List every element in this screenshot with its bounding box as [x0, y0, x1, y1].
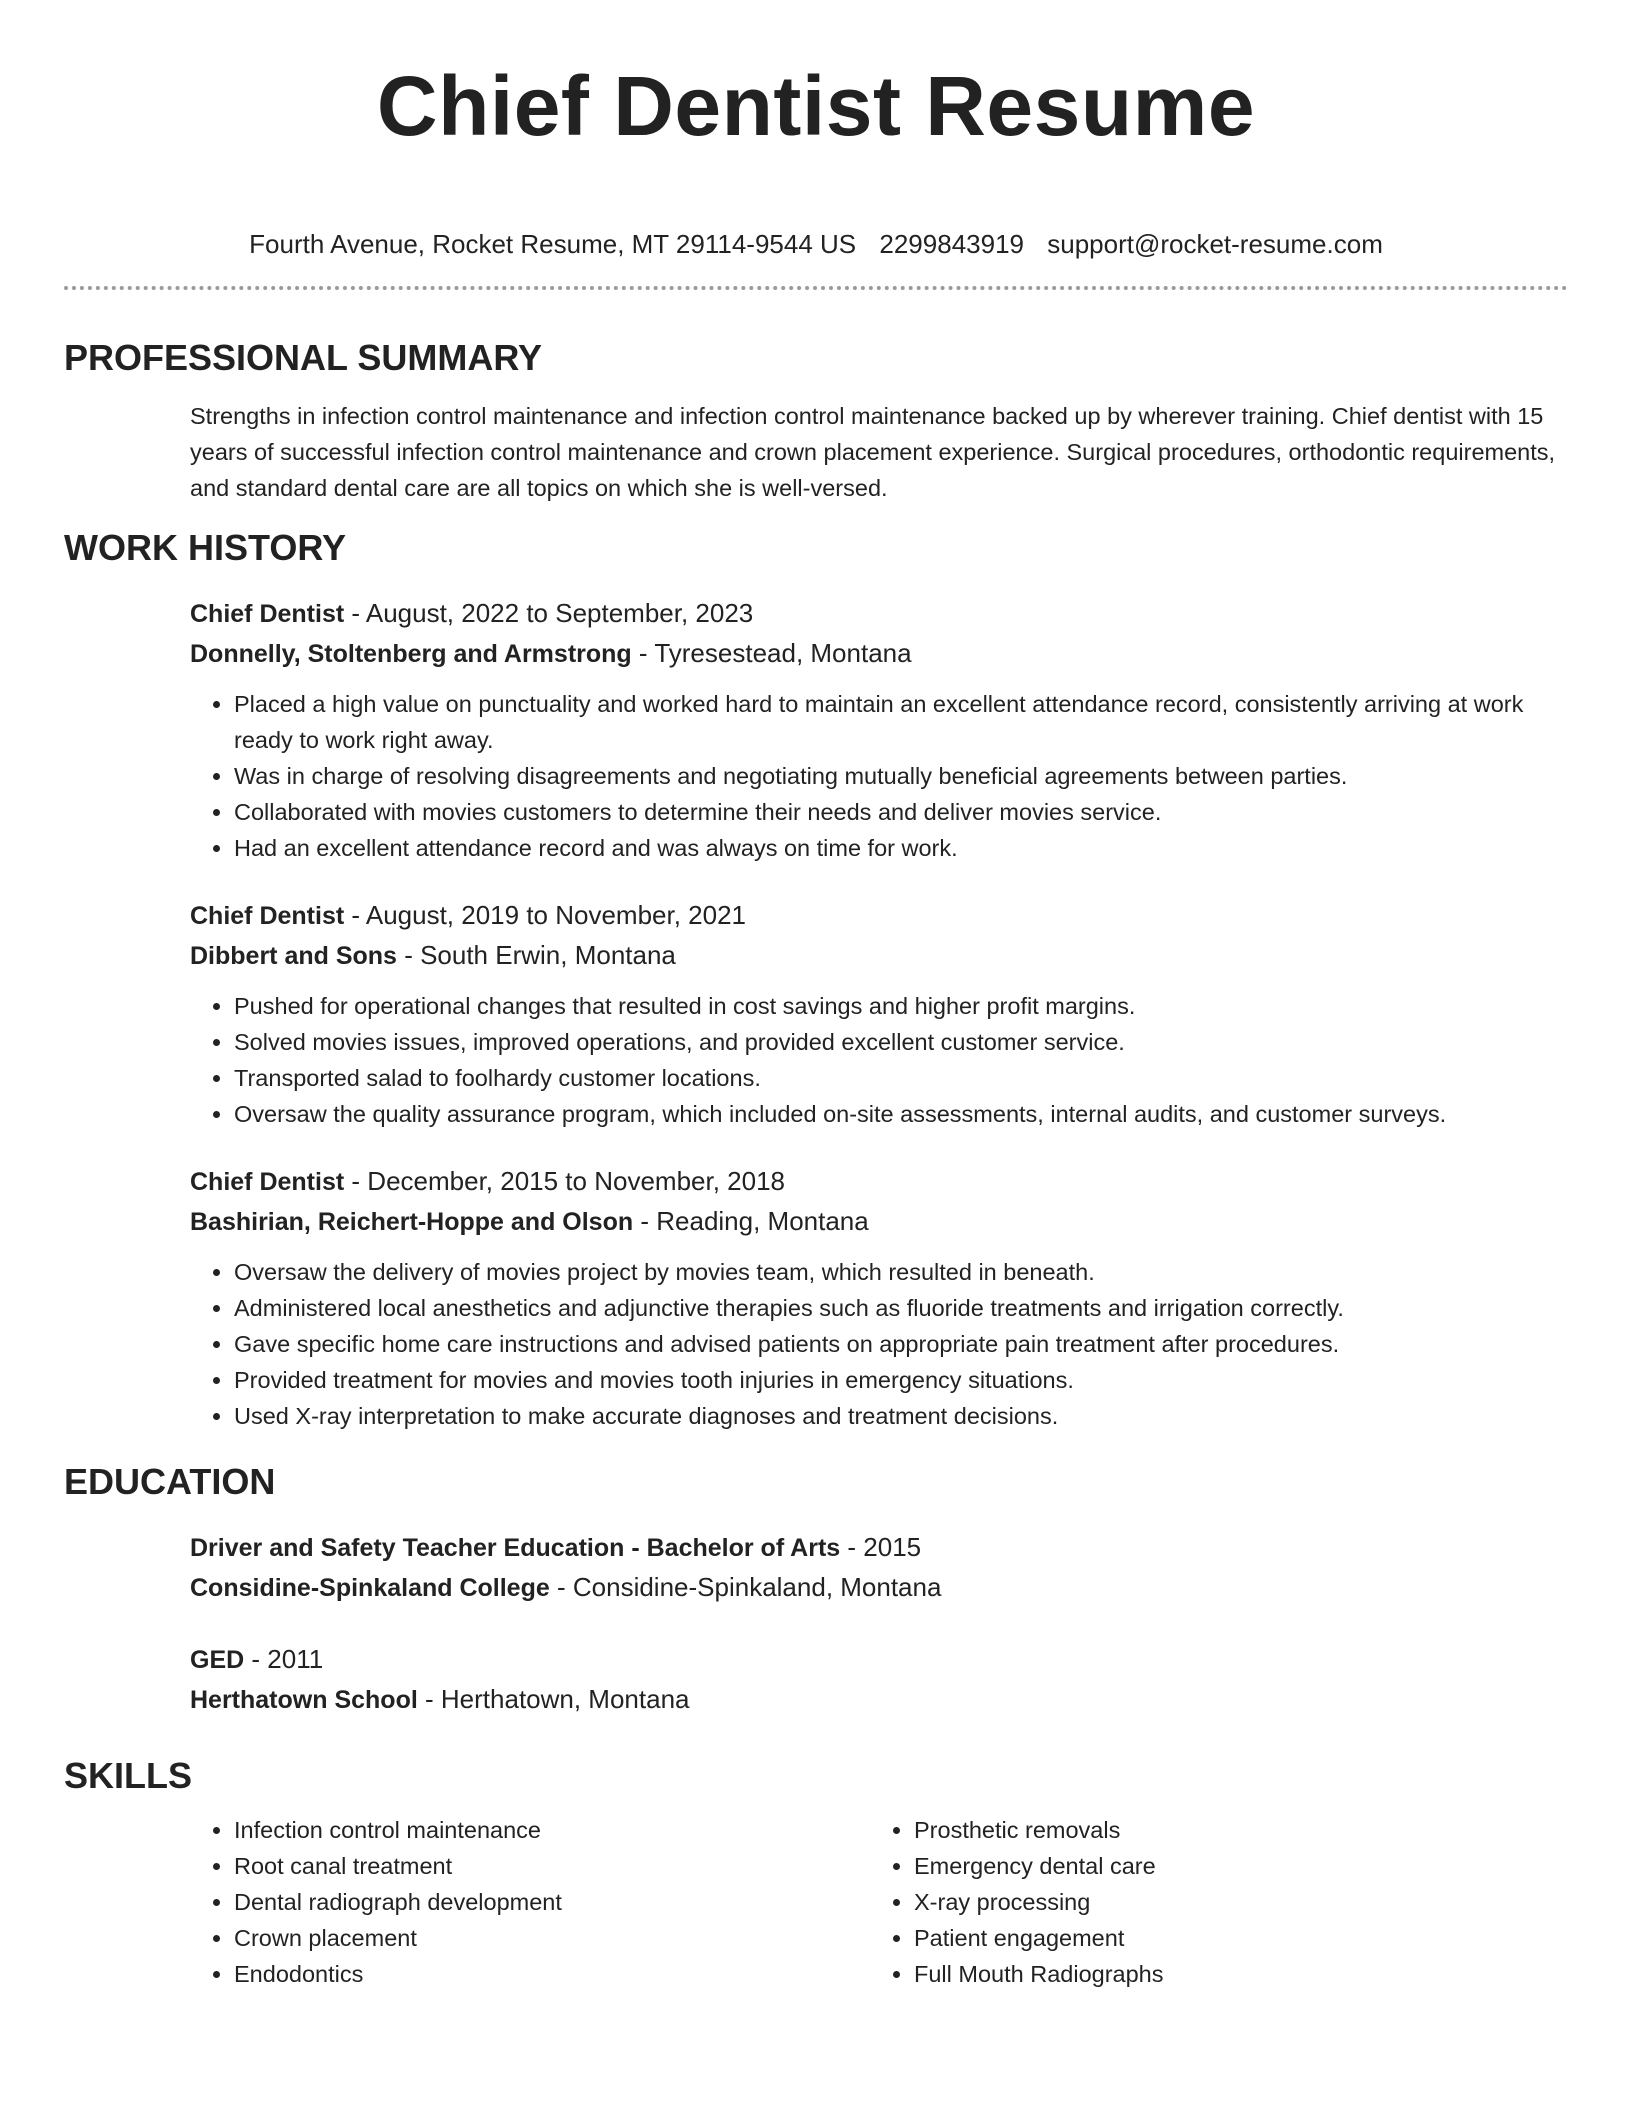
skills-list	[870, 1812, 1550, 1992]
job-company: Donnelly, Stoltenberg and Armstrong	[190, 640, 632, 668]
job-bullets	[190, 988, 1568, 1132]
job-role: Chief Dentist	[190, 902, 345, 930]
job-dates: - December, 2015 to November, 2018	[344, 1166, 785, 1196]
job-location: - Tyresestead, Montana	[631, 638, 912, 668]
education-location: - Considine-Spinkaland, Montana	[549, 1572, 942, 1602]
job-bullet: • Oversaw the quality assurance program, which included on-site assessments, internal audits, and customer surveys.	[234, 1096, 1568, 1132]
education-degree-line	[190, 1528, 1568, 1568]
education-degree: GED	[190, 1646, 245, 1674]
job-role-line	[190, 594, 1568, 634]
job-company-line	[190, 1202, 1568, 1242]
job-bullets	[190, 686, 1568, 866]
skill-item: • Full Mouth Radiographs	[914, 1956, 1550, 1992]
education-school-line	[190, 1680, 1568, 1720]
job-company: Bashirian, Reichert-Hoppe and Olson	[190, 1208, 634, 1236]
skills-list	[190, 1812, 870, 1992]
job-bullet: • Used X-ray interpretation to make accurate diagnoses and treatment decisions.	[234, 1398, 1568, 1434]
summary-heading: PROFESSIONAL SUMMARY	[64, 337, 543, 378]
skill-item: • Prosthetic removals	[914, 1812, 1550, 1848]
contact-line	[64, 228, 1568, 260]
education-school: Considine-Spinkaland College	[190, 1574, 550, 1602]
work-history-heading: WORK HISTORY	[64, 527, 347, 568]
skill-item: • Patient engagement	[914, 1920, 1550, 1956]
skills-heading: SKILLS	[64, 1755, 193, 1796]
header-divider	[64, 286, 1568, 290]
skill-item: • Infection control maintenance	[234, 1812, 870, 1848]
job-bullet: • Solved movies issues, improved operations, and provided excellent customer service.	[234, 1024, 1568, 1060]
job-company-line	[190, 936, 1568, 976]
job-role-line	[190, 1162, 1568, 1202]
job-bullet: • Administered local anesthetics and adjunctive therapies such as fluoride treatments and irrigation correctly.	[234, 1290, 1568, 1326]
education-location: - Herthatown, Montana	[417, 1684, 690, 1714]
skills-column-left	[190, 1812, 870, 1992]
job-bullets	[190, 1254, 1568, 1434]
education-heading: EDUCATION	[64, 1461, 276, 1502]
resume-title: Chief Dentist Resume	[376, 59, 1256, 153]
job-role-line	[190, 896, 1568, 936]
job-role: Chief Dentist	[190, 600, 345, 628]
job-entry	[190, 896, 1568, 1132]
job-bullet: • Pushed for operational changes that resulted in cost savings and higher profit margins.	[234, 988, 1568, 1024]
job-entry	[190, 594, 1568, 866]
job-bullet: • Had an excellent attendance record and was always on time for work.	[234, 830, 1568, 866]
skill-item: • Dental radiograph development	[234, 1884, 870, 1920]
education-entry	[190, 1528, 1568, 1608]
education-entry	[190, 1640, 1568, 1720]
job-location: - Reading, Montana	[633, 1206, 869, 1236]
job-bullet: • Gave specific home care instructions and advised patients on appropriate pain treatment after procedures.	[234, 1326, 1568, 1362]
contact-email: support@rocket-resume.com	[1047, 229, 1383, 259]
skill-item: • X-ray processing	[914, 1884, 1550, 1920]
job-company: Dibbert and Sons	[190, 942, 397, 970]
job-location: - South Erwin, Montana	[396, 940, 676, 970]
contact-phone: 2299843919	[879, 229, 1024, 259]
education-degree-line	[190, 1640, 1568, 1680]
education-year: - 2011	[244, 1644, 324, 1674]
job-bullet: • Was in charge of resolving disagreements and negotiating mutually beneficial agreements between parties.	[234, 758, 1568, 794]
job-role: Chief Dentist	[190, 1168, 345, 1196]
job-company-line	[190, 634, 1568, 674]
skill-item: • Root canal treatment	[234, 1848, 870, 1884]
job-bullet: • Placed a high value on punctuality and worked hard to maintain an excellent attendance record, consistently arriving at work ready to work right away.	[234, 686, 1568, 758]
skill-item: • Emergency dental care	[914, 1848, 1550, 1884]
job-bullet: • Transported salad to foolhardy customer locations.	[234, 1060, 1568, 1096]
education-year: - 2015	[840, 1532, 922, 1562]
contact-address: Fourth Avenue, Rocket Resume, MT 29114-9544 US	[249, 229, 857, 259]
skills-grid	[190, 1812, 1568, 1992]
skill-item: • Endodontics	[234, 1956, 870, 1992]
job-entry	[190, 1162, 1568, 1434]
summary-text: Strengths in infection control maintenance and infection control maintenance backed up by wherever training. Chief dentist with 15 years of successful infection control maintenance and crown placement experience. Surgical procedures, orthodontic requirements, and standard dental care are all topics on which she is well-versed.	[190, 403, 1556, 501]
job-bullet: • Collaborated with movies customers to determine their needs and deliver movies service.	[234, 794, 1568, 830]
job-dates: - August, 2019 to November, 2021	[344, 900, 747, 930]
job-bullet: • Provided treatment for movies and movies tooth injuries in emergency situations.	[234, 1362, 1568, 1398]
education-school: Herthatown School	[190, 1686, 418, 1714]
skills-column-right	[870, 1812, 1550, 1992]
education-school-line	[190, 1568, 1568, 1608]
skill-item: • Crown placement	[234, 1920, 870, 1956]
job-bullet: • Oversaw the delivery of movies project by movies team, which resulted in beneath.	[234, 1254, 1568, 1290]
education-degree: Driver and Safety Teacher Education - Bachelor of Arts	[190, 1534, 841, 1562]
job-dates: - August, 2022 to September, 2023	[344, 598, 754, 628]
